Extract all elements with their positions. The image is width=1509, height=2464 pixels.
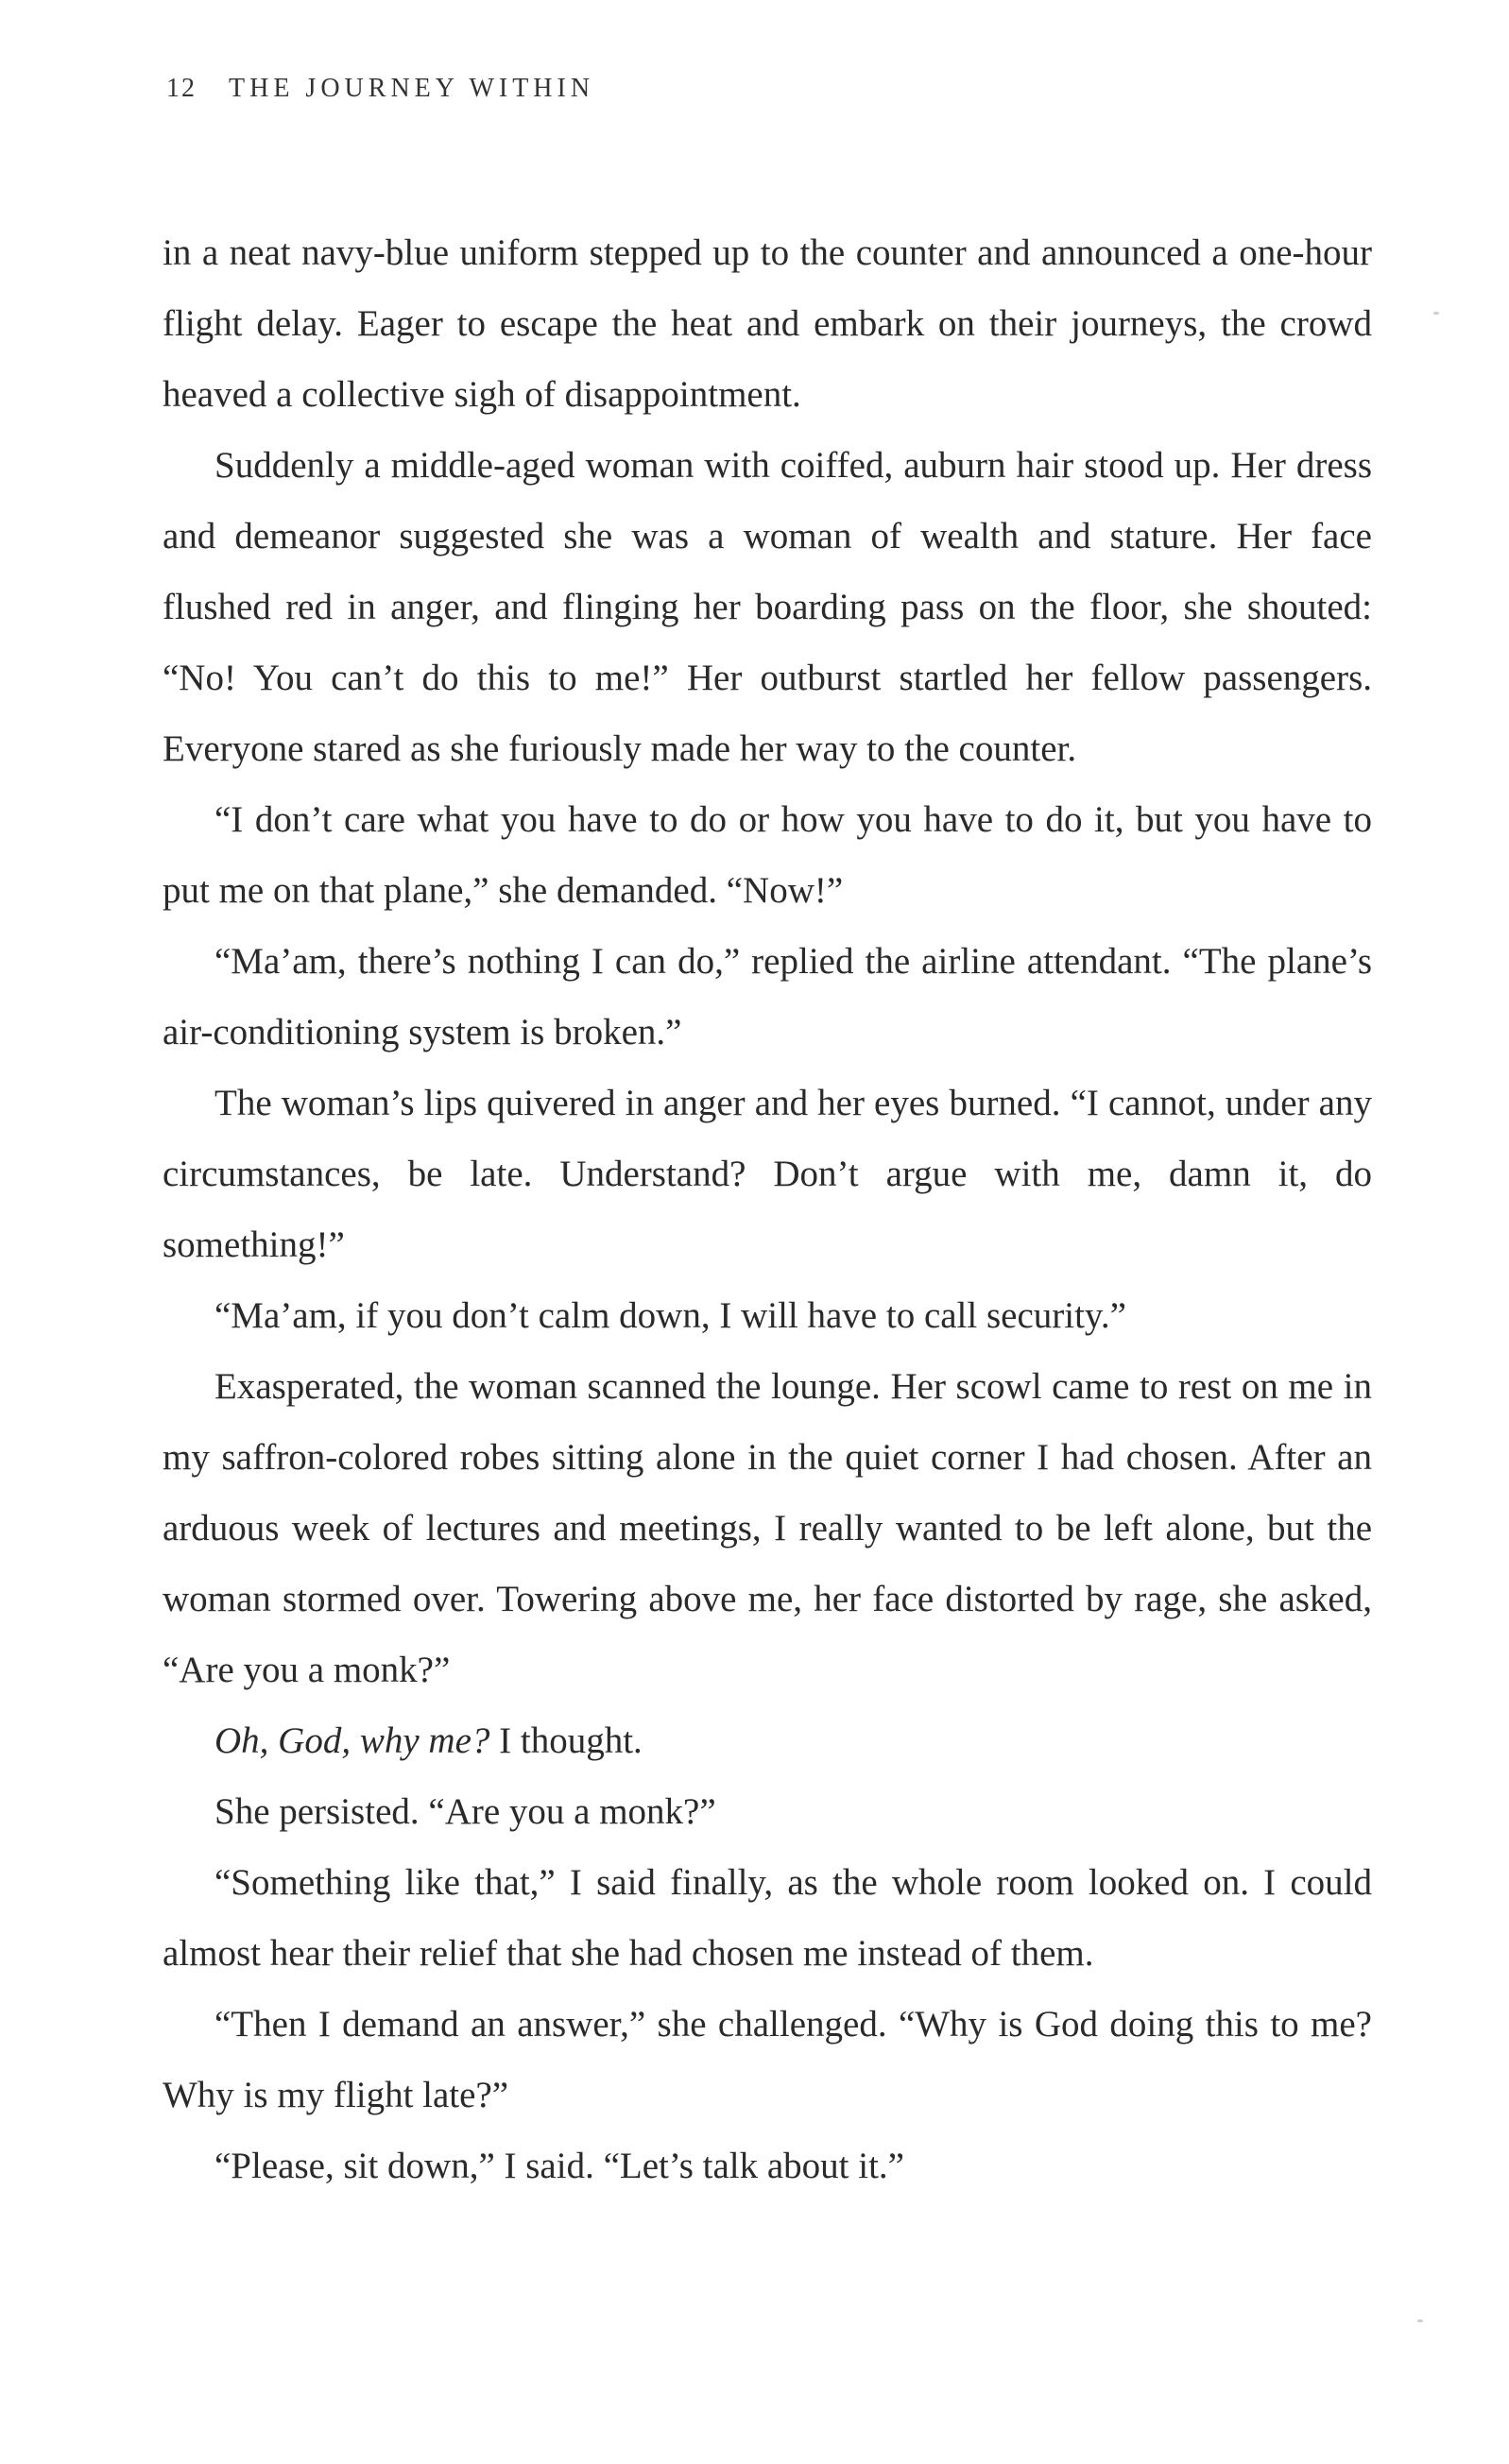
- scan-speck: [1433, 312, 1439, 315]
- paragraph: The woman’s lips quivered in anger and her eyes burned. “I cannot, under any circumstances, be late. Understand? Don’t argue with me, damn it, do something!”: [163, 1083, 1372, 1265]
- paragraph: Exasperated, the woman scanned the lounge. Her scowl came to rest on me in my saffron-colored robes sitting alone in the quiet corner I had chosen. After an arduous week of lectures and meetings, I really wanted to be left alone, but the woman stormed over. Towering above me, her face distorted by rage, she asked, “Are you a monk?”: [163, 1366, 1372, 1690]
- paragraph: “Something like that,” I said finally, as the whole room looked on. I could almost hear their relief that she had chosen me instead of them.: [163, 1862, 1372, 1974]
- paragraph: She persisted. “Are you a monk?”: [214, 1791, 716, 1832]
- scan-speck: [1417, 2319, 1423, 2322]
- paragraph: “Then I demand an answer,” she challenged. “Why is God doing this to me? Why is my flight late?”: [163, 2004, 1372, 2115]
- paragraph: Suddenly a middle-aged woman with coiffed, auburn hair stood up. Her dress and demeanor suggested she was a woman of wealth and stature. Her face flushed red in anger, and flinging her boarding pass on the floor, she shouted: “No! You can’t do this to me!” Her outburst startled her fellow passengers. Everyone stared as she furiously made her way to the counter.: [163, 445, 1372, 769]
- thought-tail: I thought.: [489, 1720, 643, 1761]
- paragraph: “Ma’am, there’s nothing I can do,” replied the airline attendant. “The plane’s air-conditioning system is broken.”: [163, 941, 1372, 1052]
- body-text: [163, 217, 1372, 2201]
- paragraph: “Ma’am, if you don’t calm down, I will have to call security.”: [214, 1295, 1126, 1336]
- paragraph: “Please, sit down,” I said. “Let’s talk about it.”: [214, 2146, 904, 2186]
- paragraph: “I don’t care what you have to do or how you have to do it, but you have to put me on that plane,” she demanded. “Now!”: [163, 799, 1372, 911]
- italic-thought: Oh, God, why me?: [214, 1720, 490, 1761]
- running-title: THE JOURNEY WITHIN: [229, 74, 595, 103]
- running-head: [166, 74, 594, 104]
- paragraph-thought: [163, 1705, 1372, 1776]
- page-number: 12: [166, 74, 197, 103]
- paragraph-continuation: in a neat navy-blue uniform stepped up to the counter and announced a one-hour flight delay. Eager to escape the heat and embark on their journeys, the crowd heaved a collective sigh of disappointment.: [163, 232, 1372, 415]
